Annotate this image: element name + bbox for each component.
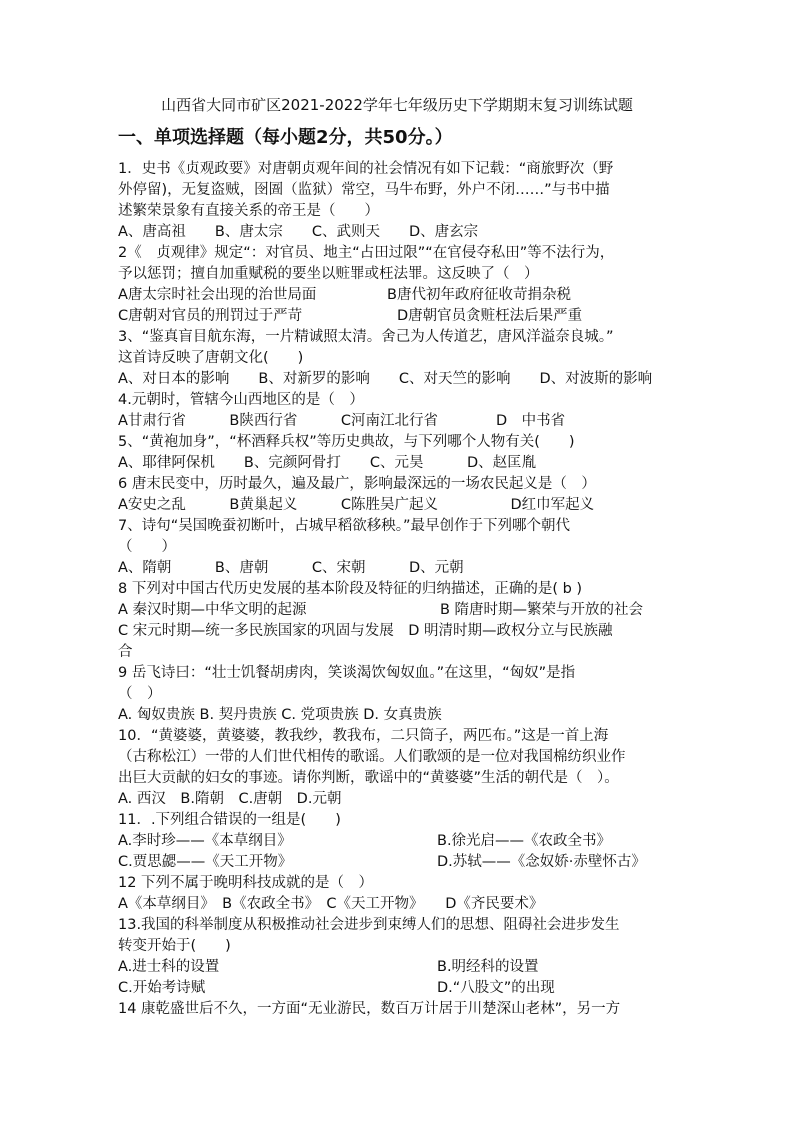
q9-line-2: （ ） [118, 686, 162, 702]
q11-option-c: C.贾思勰——《天工开物》 [118, 854, 293, 870]
q8-line-end: 合 [118, 644, 133, 660]
q5-options: A、耶律阿保机 B、完颜阿骨打 C、元昊 D、赵匡胤 [118, 455, 537, 471]
section-heading: 一、单项选择题（每小题2分，共50分。） [118, 127, 453, 148]
q9-line-1: 9 岳飞诗曰：“壮士饥餐胡虏肉，笑谈渴饮匈奴血。”在这里，“匈奴”是指 [118, 665, 576, 681]
q1-line-1: 1．史书《贞观政要》对唐朝贞观年间的社会情况有如下记载：“商旅野次（野 [118, 161, 614, 177]
q4-options: A甘肃行省 B陕西行省 C河南江北行省 D 中书省 [118, 413, 566, 429]
q4-line-1: 4.元朝时，管辖今山西地区的是（ ） [118, 392, 364, 408]
q6-options: A安史之乱 B黄巢起义 C陈胜吴广起义 D红巾军起义 [118, 497, 595, 513]
q1-options: A、唐高祖 B、唐太宗 C、武则天 D、唐玄宗 [118, 224, 479, 240]
page-title: 山西省大同市矿区2021-2022学年七年级历史下学期期末复习训练试题 [161, 96, 633, 114]
q3-line-1: 3、“鉴真盲目航东海，一片精诚照太清。舍己为人传道艺，唐风洋溢奈良城。” [118, 329, 614, 345]
q13-option-d: D.“八股文”的出现 [437, 980, 555, 996]
q10-line-3: 出巨大贡献的妇女的事迹。请你判断，歌谣中的“黄婆婆”生活的朝代是（ ）。 [118, 770, 619, 786]
q13-option-c: C.开始考诗赋 [118, 980, 206, 996]
q8-line-1: 8 下列对中国古代历史发展的基本阶段及特征的归纳描述，正确的是( b ) [118, 581, 583, 597]
q8-option-a: A 秦汉时期—中华文明的起源 [118, 602, 307, 618]
q2-option-c: C唐朝对官员的刑罚过于严苛 [118, 308, 303, 324]
q11-option-a: A.李时珍——《本草纲目》 [118, 833, 292, 849]
q14-line-1: 14 康乾盛世后不久，一方面“无业游民，数百万计居于川楚深山老林”，另一方 [118, 1001, 621, 1017]
q9-options: A. 匈奴贵族 B. 契丹贵族 C. 党项贵族 D. 女真贵族 [118, 707, 442, 723]
q12-line-1: 12 下列不属于晚明科技成就的是（ ） [118, 875, 374, 891]
q3-line-2: 这首诗反映了唐朝文化( ) [118, 350, 304, 366]
q13-line-1: 13.我国的科举制度从积极推动社会进步到束缚人们的思想、阻碍社会进步发生 [118, 917, 620, 933]
q2-line-2: 予以惩罚；擅自加重赋税的要坐以赃罪或枉法罪。这反映了（ ） [118, 266, 539, 282]
q10-line-2: （古称松江）一带的人们世代相传的歌谣。人们歌颂的是一位对我国棉纺织业作 [118, 749, 626, 765]
q6-line-1: 6 唐末民变中，历时最久，遍及最广，影响最深远的一场农民起义是（ ） [118, 476, 596, 492]
q2-option-b: B唐代初年政府征收苛捐杂税 [387, 287, 571, 303]
q1-line-3: 述繁荣景象有直接关系的帝王是（ ） [118, 203, 379, 219]
q5-line-1: 5、“黄袍加身”，“杯酒释兵权”等历史典故，与下列哪个人物有关( ) [118, 434, 575, 450]
q7-line-1: 7、诗句“吴国晚蚕初断叶，占城早稻欲移秧。”最早创作于下列哪个朝代 [118, 518, 570, 534]
q13-option-b: B.明经科的设置 [437, 959, 539, 975]
q3-options: A、对日本的影响 B、对新罗的影响 C、对天竺的影响 D、对波斯的影响 [118, 371, 653, 387]
q13-option-a: A.进士科的设置 [118, 959, 220, 975]
q11-option-b: B.徐光启——《农政全书》 [437, 833, 612, 849]
q11-option-d: D.苏轼——《念奴娇·赤壁怀古》 [437, 854, 646, 870]
q10-options: A. 西汉 B.隋朝 C.唐朝 D.元朝 [118, 791, 342, 807]
q2-line-1: 2《 贞观律》规定“：对官员、地主“占田过限”“在官侵夺私田”等不法行为， [118, 245, 615, 261]
q11-line-1: 11．.下列组合错误的一组是( ) [118, 812, 341, 828]
q13-line-2: 转变开始于( ) [118, 938, 231, 954]
q12-options: A《本草纲目》 B《农政全书》 C《天工开物》 D《齐民要术》 [118, 896, 544, 912]
q7-options: A、隋朝 B、唐朝 C、宋朝 D、元朝 [118, 560, 464, 576]
q2-option-d: D唐朝官员贪赃枉法后果严重 [397, 308, 583, 324]
q8-option-b: B 隋唐时期—繁荣与开放的社会 [440, 602, 644, 618]
q10-line-1: 10．“黄婆婆，黄婆婆，教我纱，教我布，二只筒子，两匹布。”这是一首上海 [118, 728, 609, 744]
q1-line-2: 外停留)，无复盗贼，囹圄（监狱）常空，马牛布野，外户不闭……”与书中描 [118, 182, 610, 198]
q8-option-cd: C 宋元时期—统一多民族国家的巩固与发展 D 明清时期—政权分立与民族融 [118, 623, 613, 639]
q2-option-a: A唐太宗时社会出现的治世局面 [118, 287, 317, 303]
q7-line-2: （ ） [118, 539, 176, 555]
